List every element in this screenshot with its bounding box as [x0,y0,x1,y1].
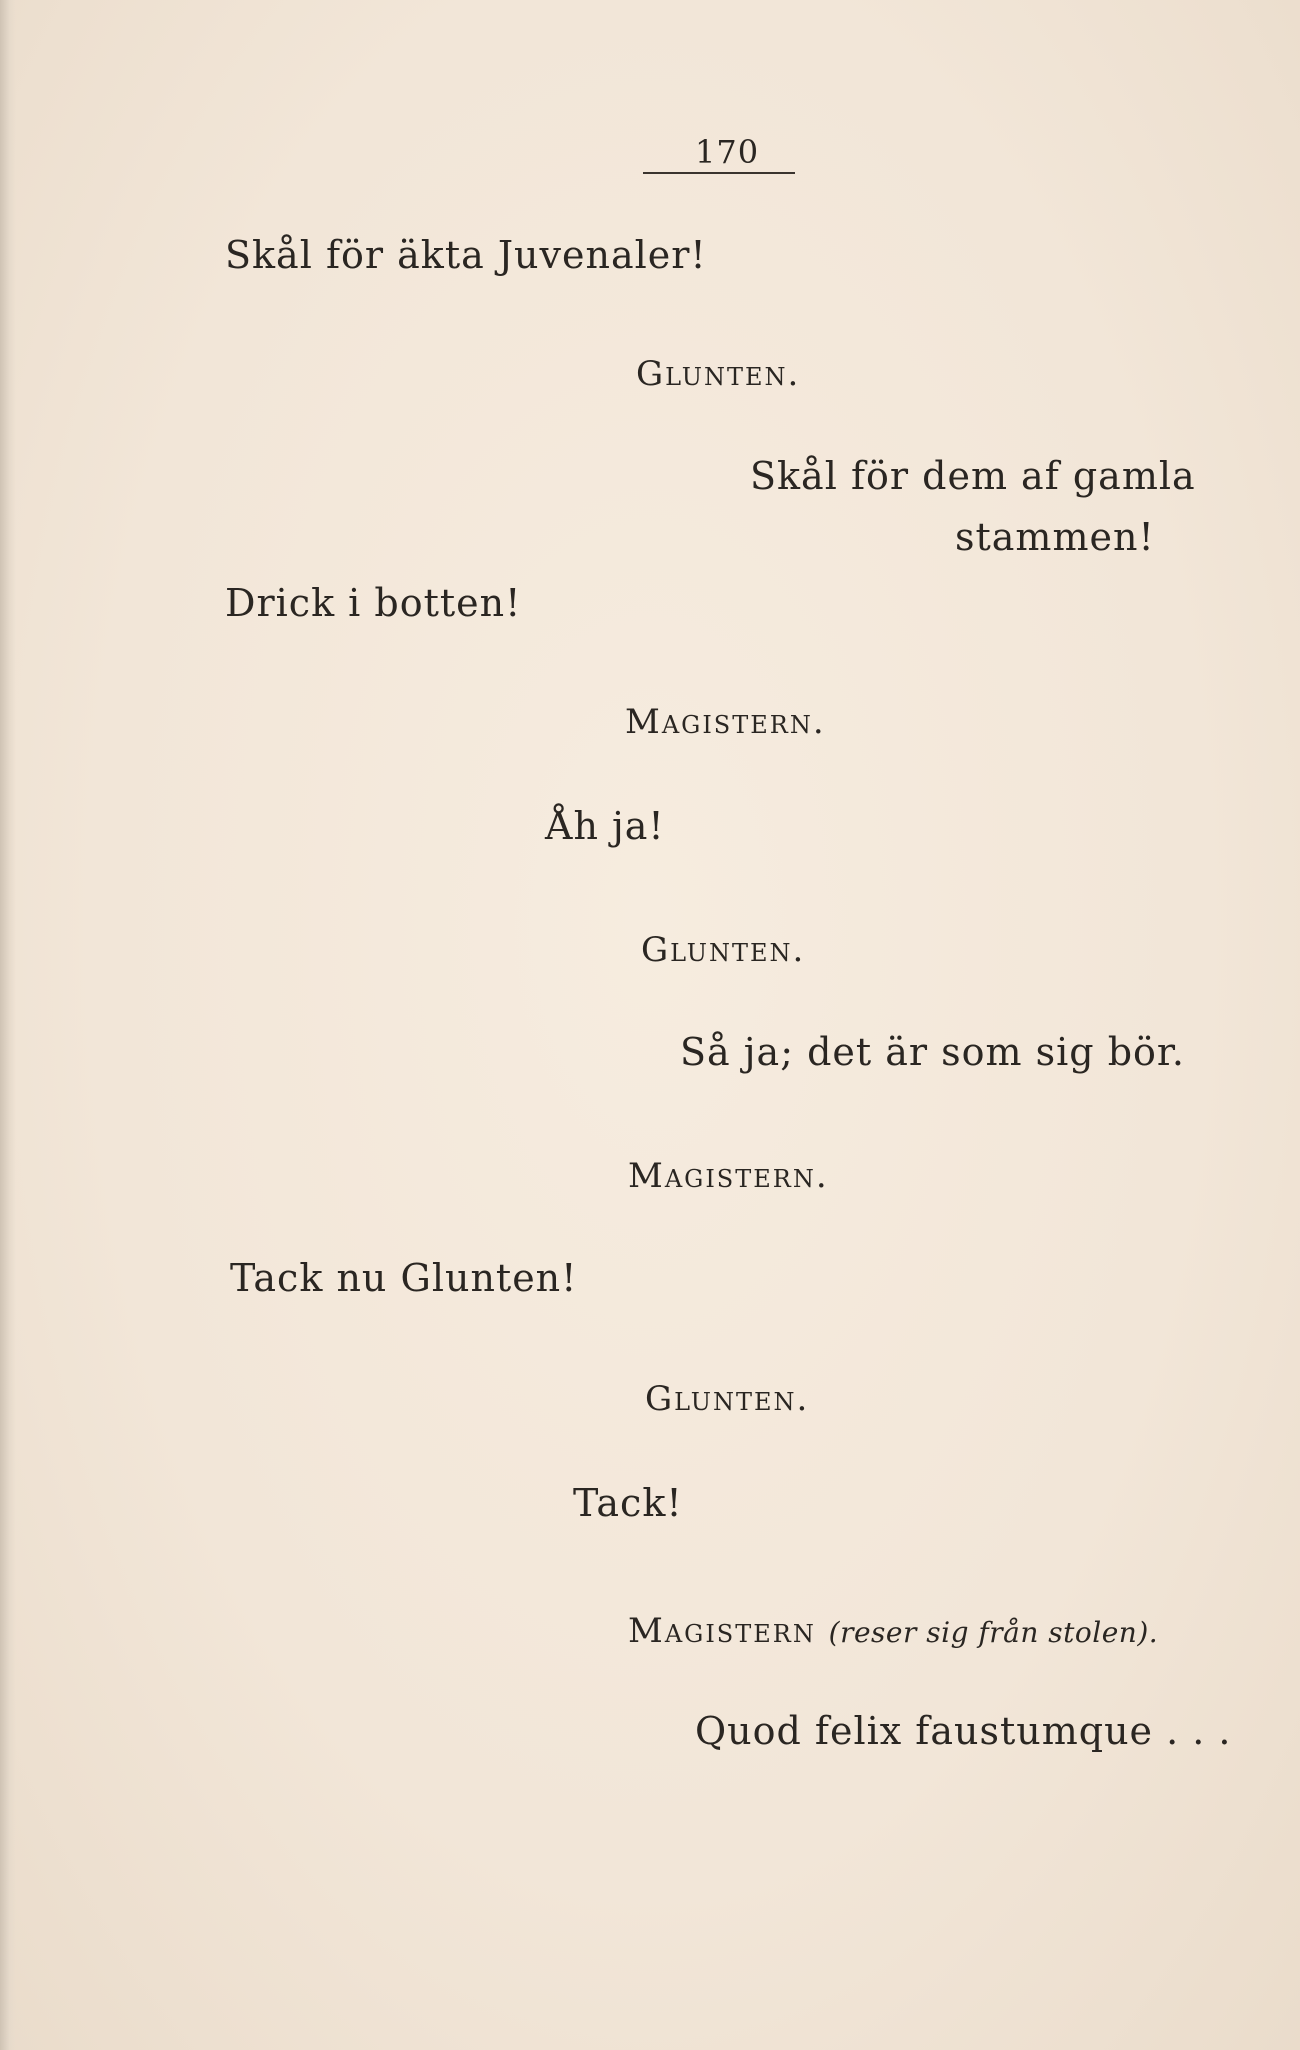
speaker-glunten-1: Glunten. [636,354,801,394]
verse-line-2b: stammen! [955,515,1155,559]
verse-line-5: Så ja; det är som sig bör. [680,1030,1185,1074]
verse-line-3: Drick i botten! [225,581,522,625]
verse-line-8: Quod felix faustumque . . . [695,1709,1232,1753]
page-edge-shadow [0,0,16,2050]
verse-line-1: Skål för äkta Juvenaler! [225,233,707,277]
speaker-magistern-1: Magistern. [625,702,826,742]
stage-direction: (reser sig från stolen). [828,1616,1159,1649]
speaker-glunten-3: Glunten. [645,1379,810,1419]
verse-line-4: Åh ja! [545,804,665,848]
page-number: 170 [695,133,760,171]
verse-line-2a: Skål för dem af gamla [750,454,1196,498]
verse-line-6: Tack nu Glunten! [230,1256,578,1300]
header-rule [643,172,795,174]
speaker-name: Magistern [628,1611,816,1651]
speaker-glunten-2: Glunten. [641,930,806,970]
verse-line-7: Tack! [573,1481,683,1525]
speaker-magistern-2: Magistern. [628,1156,829,1196]
speaker-magistern-3 [628,1611,1159,1651]
